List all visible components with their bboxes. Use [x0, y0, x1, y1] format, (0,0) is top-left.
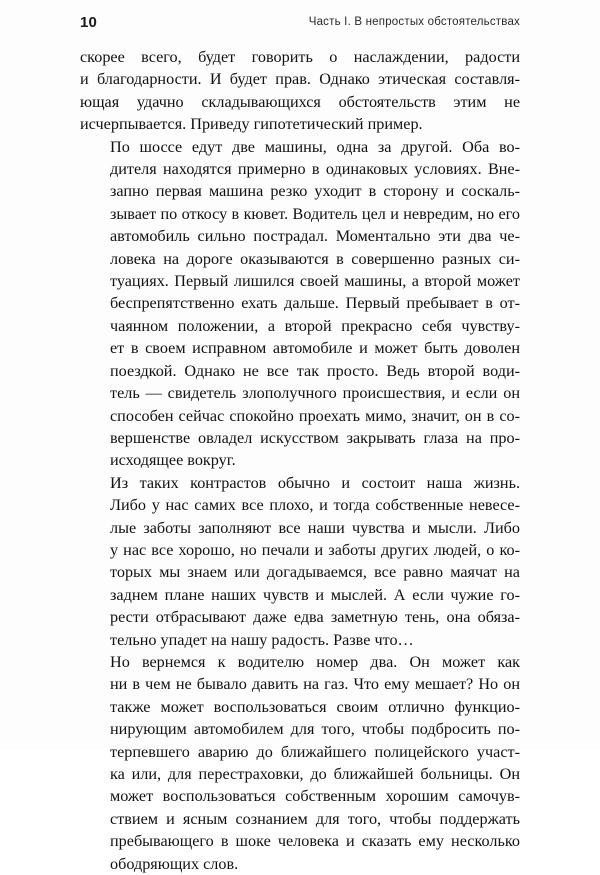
text-line: Из таких контрастов обычно и состоит наша жизнь. [110, 473, 520, 492]
text-line: ловека на дороге оказываются в совершенно разных си- [110, 249, 520, 268]
text-line: рести отбрасывают даже едва заметную тень, она обяза- [110, 608, 520, 627]
text-line: Либо у нас самих все плохо, и тогда собственные невесе- [110, 496, 520, 515]
text-line: дителя находятся примерно в одинаковых условиях. Вне- [110, 160, 520, 179]
body-text [80, 46, 520, 875]
text-line: беспрепятственно ехать дальше. Первый пребывает в от- [110, 294, 520, 313]
text-line: автомобиль сильно пострадал. Моментально эти два че- [110, 227, 520, 246]
text-line: пребывающего в шоке человека и сказать ему несколько [110, 832, 520, 851]
text-line: заднем плане наших чувств и мыслей. А если чужие го- [110, 585, 520, 604]
text-line: тельно упадет на нашу радость. Разве что… [110, 630, 414, 649]
text-line: ствием и ясным сознанием для того, чтобы поддержать [110, 809, 520, 828]
text-line: чаянном положении, а второй прекрасно себя чувству- [110, 316, 520, 335]
text-line: По шоссе едут две машины, одна за другой. Оба во- [110, 137, 520, 156]
text-line: запно первая машина резко уходит в сторону и соскаль- [110, 182, 520, 201]
text-line: может воспользоваться собственным хорошим самочув- [110, 787, 520, 806]
text-line: поездкой. Однако не все так просто. Ведь второй води- [110, 361, 520, 380]
text-line: Но вернемся к водителю номер два. Он может как [110, 652, 520, 671]
chapter-title: Часть I. В непростых обстоятельствах [308, 16, 520, 28]
paragraph [80, 651, 520, 875]
text-line: ющая удачно складывающихся обстоятельств этим не [80, 92, 520, 111]
text-line: нирующим автомобилем для того, чтобы подбросить по- [110, 720, 520, 739]
text-line: ни в чем не бывало давить на газ. Что ему мешает? Но он [110, 675, 520, 694]
text-line: тель — свидетель злополучного происшествия, и если он [110, 384, 520, 403]
text-line: и благодарности. И будет прав. Однако этическая составля- [80, 70, 520, 89]
text-line: у нас все хорошо, но печали и заботы других людей, о ко- [110, 540, 520, 559]
text-line: ет в своем исправном автомобиле и может быть доволен [110, 339, 520, 358]
paragraph [80, 472, 520, 651]
paragraph [80, 46, 520, 136]
text-line: исходящее вокруг. [110, 451, 236, 470]
text-line: лые заботы заполняют все наши чувства и мысли. Либо [110, 518, 520, 537]
text-line: терпевшего аварию до ближайшего полицейского участ- [110, 742, 520, 761]
text-line: туациях. Первый лишился своей машины, а второй может [110, 272, 520, 291]
text-line: торых мы знаем или догадываемся, все равно маячат на [110, 563, 520, 582]
text-line: зывает по откосу в кювет. Водитель цел и невредим, но его [110, 204, 520, 223]
running-head [80, 14, 520, 34]
text-line: исчерпывается. Приведу гипотетический пример. [80, 115, 423, 134]
page-number: 10 [80, 14, 98, 31]
text-line: скорее всего, будет говорить о наслаждении, радости [80, 48, 520, 66]
text-line: ободряющих слов. [110, 854, 239, 873]
text-line: ка или, для перестраховки, до ближайшей больницы. Он [110, 765, 520, 783]
text-line: вершенстве овладел искусством закрывать глаза на про- [110, 428, 520, 447]
paragraph [80, 136, 520, 472]
text-line: также может воспользоваться своим отлично функцио- [110, 697, 520, 716]
text-line: способен сейчас спокойно проехать мимо, значит, он в со- [110, 406, 520, 425]
